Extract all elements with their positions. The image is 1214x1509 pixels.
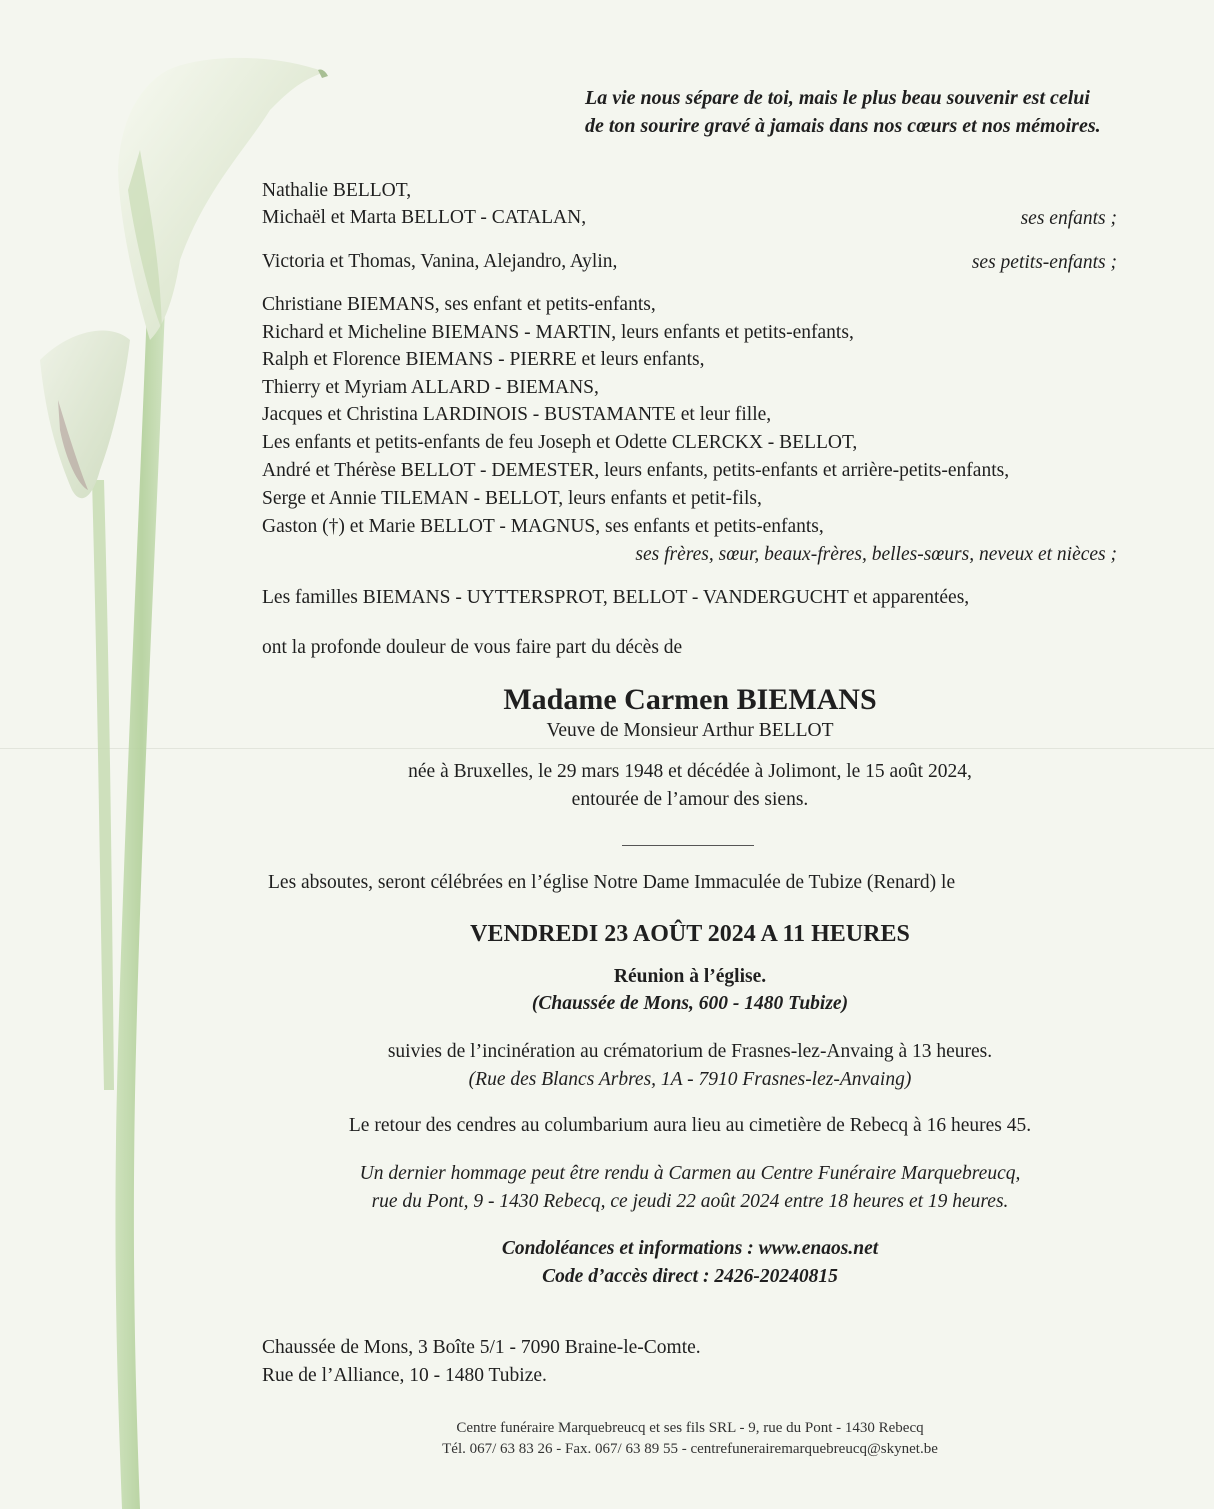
family-address-1: Chaussée de Mons, 3 Boîte 5/1 - 7090 Braine-le-Comte. — [262, 1337, 701, 1358]
sibling-line: Thierry et Myriam ALLARD - BIEMANS, — [262, 377, 599, 398]
separator-rule — [622, 845, 754, 846]
siblings-role: ses frères, sœur, beaux-frères, belles-sœurs, neveux et nièces ; — [635, 544, 1117, 565]
surrounded-line: entourée de l’amour des siens. — [571, 789, 809, 810]
ceremony-intro: Les absoutes, seront célébrées en l’église Notre Dame Immaculée de Tubize (Renard) le — [268, 872, 956, 893]
sibling-line: Christiane BIEMANS, ses enfant et petits-enfants, — [262, 294, 656, 315]
children-role: ses enfants ; — [1020, 208, 1117, 229]
quote-line-2: de ton sourire gravé à jamais dans nos cœurs et nos mémoires. — [585, 115, 1101, 137]
sibling-line: André et Thérèse BELLOT - DEMESTER, leurs enfants, petits-enfants et arrière-petits-enfants, — [262, 460, 1010, 481]
grandchildren-names: Victoria et Thomas, Vanina, Alejandro, Aylin, — [262, 251, 618, 272]
announcement: ont la profonde douleur de vous faire part du décès de — [262, 637, 683, 658]
sibling-line: Richard et Micheline BIEMANS - MARTIN, leurs enfants et petits-enfants, — [262, 322, 854, 343]
families-line: Les familles BIEMANS - UYTTERSPROT, BELLOT - VANDERGUCHT et apparentées, — [262, 587, 970, 608]
tribute-line-1: Un dernier hommage peut être rendu à Carmen au Centre Funéraire Marquebreucq, — [359, 1163, 1021, 1184]
family-address-2: Rue de l’Alliance, 10 - 1480 Tubize. — [262, 1365, 547, 1386]
grandchildren-role: ses petits-enfants ; — [971, 252, 1117, 273]
sibling-line: Gaston (†) et Marie BELLOT - MAGNUS, ses enfants et petits-enfants, — [262, 516, 824, 537]
widow-line: Veuve de Monsieur Arthur BELLOT — [546, 720, 834, 741]
church-address: (Chaussée de Mons, 600 - 1480 Tubize) — [531, 993, 849, 1014]
church-meeting: Réunion à l’église. — [613, 966, 767, 987]
funeral-home-contact: Tél. 067/ 63 83 26 - Fax. 067/ 63 89 55 - centrefunerairemarquebreucq@skynet.be — [442, 1441, 938, 1457]
sibling-line: Serge et Annie TILEMAN - BELLOT, leurs enfants et petit-fils, — [262, 488, 762, 509]
condolences-access-code: Code d’accès direct : 2426-20240815 — [542, 1266, 838, 1287]
ceremony-date-time: VENDREDI 23 AOÛT 2024 A 11 HEURES — [470, 921, 910, 947]
cremation-line: suivies de l’incinération au crématorium de Frasnes-lez-Anvaing à 13 heures. — [387, 1041, 993, 1062]
sibling-line: Ralph et Florence BIEMANS - PIERRE et leurs enfants, — [262, 349, 705, 370]
sibling-line: Jacques et Christina LARDINOIS - BUSTAMANTE et leur fille, — [262, 404, 772, 425]
condolences-website: Condoléances et informations : www.enaos.net — [501, 1238, 879, 1259]
quote-line-1: La vie nous sépare de toi, mais le plus beau souvenir est celui — [585, 87, 1090, 109]
deceased-name: Madame Carmen BIEMANS — [503, 683, 877, 716]
tribute-line-2: rue du Pont, 9 - 1430 Rebecq, ce jeudi 22 août 2024 entre 18 heures et 19 heures. — [371, 1191, 1009, 1212]
crematorium-address: (Rue des Blancs Arbres, 1A - 7910 Frasnes-lez-Anvaing) — [468, 1069, 912, 1090]
child-name-2: Michaël et Marta BELLOT - CATALAN, — [262, 207, 587, 228]
child-name-1: Nathalie BELLOT, — [262, 180, 412, 201]
birth-death-dates: née à Bruxelles, le 29 mars 1948 et décédée à Jolimont, le 15 août 2024, — [408, 761, 972, 782]
ashes-line: Le retour des cendres au columbarium aura lieu au cimetière de Rebecq à 16 heures 45. — [348, 1115, 1032, 1136]
funeral-home-address: Centre funéraire Marquebreucq et ses fils SRL - 9, rue du Pont - 1430 Rebecq — [456, 1420, 924, 1436]
sibling-line: Les enfants et petits-enfants de feu Joseph et Odette CLERCKX - BELLOT, — [262, 432, 858, 453]
